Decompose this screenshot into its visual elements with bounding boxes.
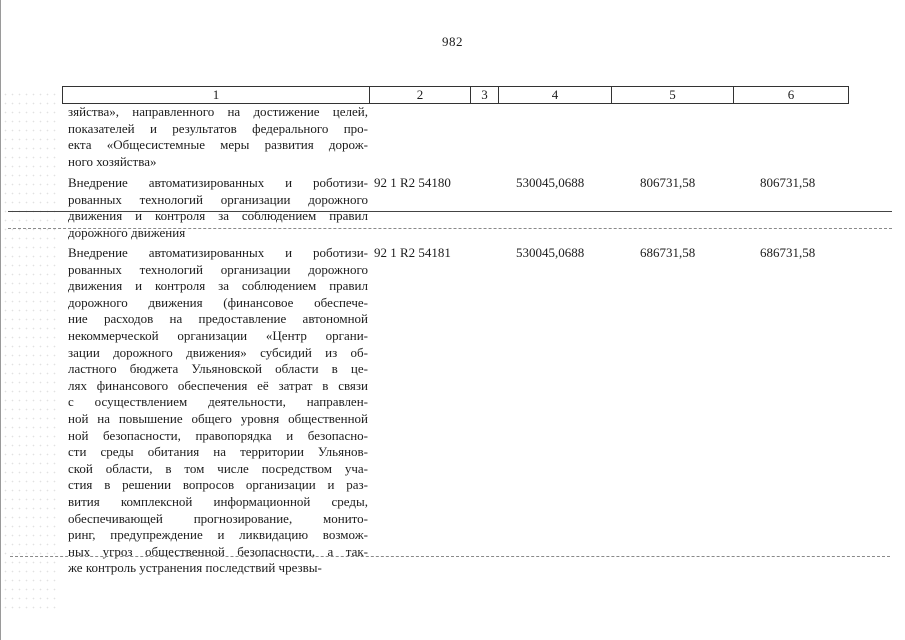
table-row-continuation-text (68, 104, 368, 170)
text-line: ной на повышение общего уровня общественной (68, 410, 368, 426)
text-line: же контроль устранения последствий чрезвы- (68, 560, 322, 576)
amount-column-5: 806731,58 (640, 175, 696, 190)
text-line: вития комплексной информационной среды, (68, 493, 368, 509)
amount-column-4: 530045,0688 (516, 245, 585, 260)
text-line: ластного бюджета Ульяновской области в це- (68, 361, 368, 377)
scan-artifact-line (8, 211, 892, 212)
text-line: зяйства», направленного на достижение целей, (68, 104, 368, 119)
text-line: ние расходов на предоставление автономной (68, 311, 368, 327)
text-line: движения и контроля за соблюдением правил (68, 208, 368, 224)
text-line: ного хозяйства» (68, 153, 157, 169)
amount-column-4: 530045,0688 (516, 175, 585, 190)
budget-code: 92 1 R2 54180 (374, 175, 451, 190)
scan-artifact-line (8, 228, 892, 229)
column-header-1: 1 (62, 87, 369, 103)
amount-column-6: 686731,58 (760, 245, 816, 260)
text-line: дорожного движения (68, 224, 186, 240)
scan-edge (0, 0, 1, 640)
text-line: с осуществлением деятельности, направлен- (68, 394, 368, 410)
text-line: Внедрение автоматизированных и роботизи- (68, 245, 368, 260)
text-line: стия в решении вопросов организации и раз- (68, 477, 368, 493)
text-line: рованных технологий организации дорожного (68, 261, 368, 277)
text-line: дорожного движения (финансовое обеспече- (68, 294, 368, 310)
column-header-4: 4 (498, 87, 611, 103)
text-line: обеспечивающей прогнозирование, монито- (68, 510, 368, 526)
budget-code: 92 1 R2 54181 (374, 245, 451, 260)
table-row-description (68, 175, 368, 241)
scan-noise (2, 90, 60, 610)
column-header-5: 5 (611, 87, 733, 103)
column-header-2: 2 (369, 87, 470, 103)
page-number: 982 (442, 34, 463, 49)
text-line: ной безопасности, правопорядка и безопасно- (68, 427, 368, 443)
amount-column-5: 686731,58 (640, 245, 696, 260)
text-line: движения и контроля за соблюдением правил (68, 278, 368, 294)
text-line: лях финансового обеспечения её затрат в связи (68, 377, 368, 393)
text-line: зации дорожного движения» субсидий из об- (68, 344, 368, 360)
column-header-3: 3 (470, 87, 498, 103)
text-line: сти среды обитания на территории Ульянов- (68, 444, 368, 460)
text-line: некоммерческой организации «Центр органи- (68, 327, 368, 343)
text-line: екта «Общесистемные меры развития дорож- (68, 137, 368, 153)
text-line: рованных технологий организации дорожного (68, 191, 368, 207)
table-row-description (68, 245, 368, 577)
column-header-6: 6 (733, 87, 849, 103)
text-line: ринг, предупреждение и ликвидацию возмож- (68, 527, 368, 543)
table-header-row (62, 86, 849, 104)
text-line: Внедрение автоматизированных и роботизи- (68, 175, 368, 190)
amount-column-6: 806731,58 (760, 175, 816, 190)
text-line: ской области, в том числе посредством уча- (68, 460, 368, 476)
text-line: показателей и результатов федерального про- (68, 120, 368, 136)
scan-artifact-line (10, 556, 890, 557)
text-line: ных угроз общественной безопасности, а так- (68, 543, 368, 559)
